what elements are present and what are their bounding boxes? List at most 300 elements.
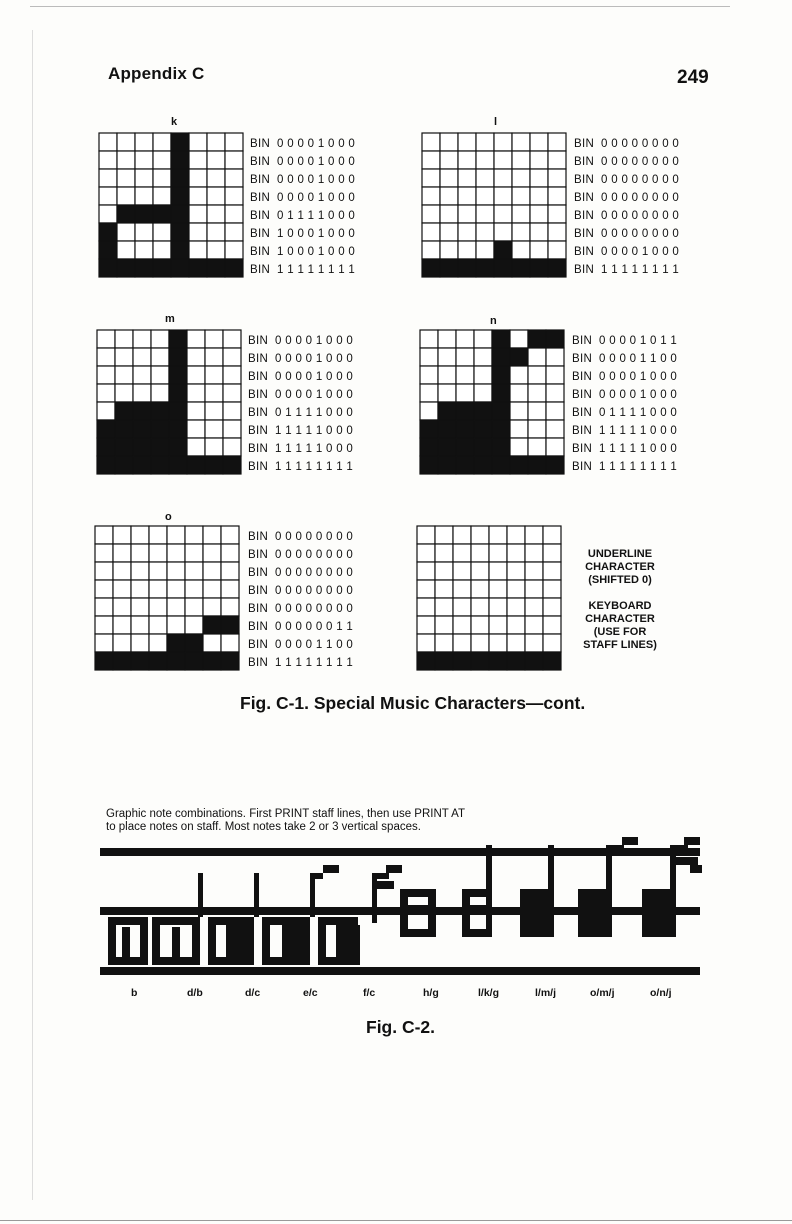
pixel-off [510,420,528,438]
binary-row: BIN 0 0 0 0 1 0 0 0 [248,389,354,401]
binary-values [248,332,353,476]
pixel-on [422,259,440,277]
pixel-off [113,562,131,580]
pixel-off [203,562,221,580]
pixel-on [528,330,546,348]
note-label: h/g [423,987,439,999]
pixel-off [417,526,435,544]
binary-values [574,135,679,279]
pixel-off [489,580,507,598]
pixel-off [95,598,113,616]
binary-row: BIN 0 1 1 1 1 0 0 0 [250,210,356,222]
pixel-off [510,402,528,420]
pixel-off [167,562,185,580]
pixel-off [205,402,223,420]
pixel-off [435,526,453,544]
pixel-off [205,420,223,438]
pixel-off [185,616,203,634]
pixel-off [494,151,512,169]
pixel-off [167,580,185,598]
pixel-off [223,348,241,366]
pixel-off [135,133,153,151]
underline-line-1: UNDERLINE [587,548,653,560]
pixel-on [203,652,221,670]
pixel-off [151,384,169,402]
binary-row: BIN 0 0 0 0 1 0 0 0 [250,138,356,150]
binary-row: BIN 0 0 0 0 1 0 1 1 [572,335,678,347]
pixel-on [471,652,489,670]
note-label: f/c [363,987,376,999]
pixel-off [422,187,440,205]
pixel-off [207,187,225,205]
pixel-off [440,223,458,241]
pixel-off [131,598,149,616]
pixel-off [456,366,474,384]
pixel-off [476,241,494,259]
pixel-off [149,634,167,652]
binary-values [572,332,677,476]
pixel-on [510,456,528,474]
pixel-off [133,348,151,366]
pixel-off [435,544,453,562]
pixel-off [205,438,223,456]
binary-row: BIN 0 0 0 0 1 0 0 0 [572,371,678,383]
note-label: b [131,987,138,999]
pixel-off [440,205,458,223]
pixel-off [153,151,171,169]
pixel-on [149,652,167,670]
pixel-off [471,598,489,616]
pixel-off [131,634,149,652]
pixel-off [133,384,151,402]
pixel-off [95,562,113,580]
pixel-off [530,151,548,169]
pixel-off [153,187,171,205]
pixel-off [548,187,566,205]
pixel-off [187,366,205,384]
pixel-on [474,402,492,420]
pixel-off [117,223,135,241]
pixel-on [438,402,456,420]
pixel-off [417,562,435,580]
pixel-on [221,652,239,670]
pixel-on [169,348,187,366]
pixel-off [153,169,171,187]
pixel-off [420,330,438,348]
pixel-off [438,348,456,366]
pixel-off [543,544,561,562]
pixel-off [489,562,507,580]
pixel-off [115,366,133,384]
figure2-intro [106,808,536,834]
pixel-off [205,330,223,348]
pixel-off [456,348,474,366]
pixel-off [99,187,117,205]
pixel-on [492,456,510,474]
binary-row: BIN 0 0 0 0 0 0 0 0 [248,603,354,615]
glyph-grid [421,132,571,280]
pixel-off [113,598,131,616]
pixel-off [510,330,528,348]
pixel-off [223,420,241,438]
pixel-on [189,259,207,277]
pixel-on [225,259,243,277]
pixel-on [97,456,115,474]
pixel-on [133,402,151,420]
pixel-off [205,384,223,402]
pixel-on [492,348,510,366]
pixel-off [471,634,489,652]
pixel-off [225,205,243,223]
binary-row: BIN 0 0 0 0 0 0 0 0 [574,174,680,186]
note-label: d/b [187,987,203,999]
pixel-off [149,544,167,562]
pixel-off [185,598,203,616]
pixel-off [203,526,221,544]
pixel-off [97,402,115,420]
pixel-off [494,223,512,241]
pixel-off [113,580,131,598]
pixel-off [207,151,225,169]
pixel-off [453,562,471,580]
pixel-off [167,544,185,562]
pixel-off [97,366,115,384]
pixel-off [512,223,530,241]
pixel-off [417,616,435,634]
pixel-off [510,366,528,384]
pixel-off [471,544,489,562]
pixel-on [223,456,241,474]
pixel-off [185,526,203,544]
pixel-off [205,366,223,384]
note-label: o/n/j [650,987,672,999]
pixel-on [115,456,133,474]
pixel-off [207,169,225,187]
pixel-off [546,402,564,420]
pixel-off [131,562,149,580]
binary-row: BIN 1 0 0 0 1 0 0 0 [250,246,356,258]
pixel-off [422,151,440,169]
pixel-off [458,223,476,241]
pixel-on [97,438,115,456]
pixel-off [458,169,476,187]
pixel-off [131,616,149,634]
pixel-off [489,598,507,616]
pixel-on [492,384,510,402]
pixel-off [99,205,117,223]
pixel-off [474,366,492,384]
note-l-m-j [520,845,554,937]
pixel-on [169,330,187,348]
pixel-off [225,151,243,169]
pixel-off [135,223,153,241]
pixel-off [189,205,207,223]
pixel-off [512,241,530,259]
pixel-off [203,598,221,616]
pixel-on [453,652,471,670]
pixel-off [438,366,456,384]
pixel-off [149,616,167,634]
binary-row: BIN 0 0 0 0 1 0 0 0 [248,371,354,383]
pixel-off [546,348,564,366]
pixel-on [492,330,510,348]
pixel-off [185,562,203,580]
binary-row: BIN 1 1 1 1 1 1 1 1 [248,461,354,473]
glyph-label: n [490,315,497,327]
pixel-on [171,223,189,241]
pixel-off [543,526,561,544]
pixel-on [458,259,476,277]
pixel-off [507,634,525,652]
pixel-off [474,348,492,366]
pixel-off [474,384,492,402]
pixel-on [546,330,564,348]
pixel-off [525,616,543,634]
pixel-off [530,205,548,223]
pixel-off [189,151,207,169]
pixel-off [476,133,494,151]
pixel-off [530,241,548,259]
note-label: l/m/j [535,987,557,999]
note-h-g [400,889,436,937]
pixel-off [189,133,207,151]
pixel-off [507,598,525,616]
pixel-on [171,133,189,151]
pixel-on [171,151,189,169]
pixel-off [440,169,458,187]
pixel-off [153,133,171,151]
pixel-off [471,526,489,544]
pixel-off [187,348,205,366]
pixel-off [440,241,458,259]
pixel-off [167,616,185,634]
pixel-off [548,151,566,169]
pixel-on [185,634,203,652]
pixel-off [528,366,546,384]
pixel-off [546,438,564,456]
underline-line-3: (SHIFTED 0) [588,574,652,586]
pixel-on [456,438,474,456]
pixel-on [115,402,133,420]
pixel-off [95,526,113,544]
pixel-off [458,151,476,169]
binary-row: BIN 0 1 1 1 1 0 0 0 [248,407,354,419]
pixel-off [113,544,131,562]
pixel-on [115,420,133,438]
pixel-off [99,169,117,187]
pixel-off [221,544,239,562]
page-number: 249 [677,67,709,88]
binary-row: BIN 1 1 1 1 1 0 0 0 [248,425,354,437]
pixel-off [512,169,530,187]
pixel-on [420,456,438,474]
bottom-rule [0,1220,792,1221]
pixel-off [203,634,221,652]
pixel-on [546,456,564,474]
binary-values [250,135,355,279]
pixel-off [438,384,456,402]
binary-row: BIN 0 0 0 0 0 0 0 0 [574,228,680,240]
pixel-off [135,241,153,259]
pixel-on [492,420,510,438]
pixel-off [99,151,117,169]
pixel-off [189,241,207,259]
pixel-off [453,598,471,616]
pixel-on [171,259,189,277]
pixel-on [417,652,435,670]
pixel-off [543,616,561,634]
pixel-off [546,366,564,384]
binary-row: BIN 0 0 0 0 1 0 0 0 [250,174,356,186]
pixel-off [117,133,135,151]
keyboard-line-4: STAFF LINES) [583,639,657,651]
pixel-off [458,241,476,259]
pixel-off [113,526,131,544]
pixel-off [189,223,207,241]
section-title: Appendix C [108,64,205,83]
pixel-off [507,616,525,634]
pixel-off [512,133,530,151]
pixel-off [223,438,241,456]
pixel-off [151,348,169,366]
pixel-on [548,259,566,277]
pixel-off [543,598,561,616]
glyph-label: m [165,313,175,325]
pixel-on [151,402,169,420]
pixel-off [543,580,561,598]
pixel-off [476,205,494,223]
pixel-off [417,634,435,652]
pixel-off [507,562,525,580]
pixel-on [528,456,546,474]
pixel-off [187,330,205,348]
pixel-on [420,438,438,456]
pixel-off [115,330,133,348]
pixel-on [115,438,133,456]
pixel-off [225,223,243,241]
pixel-off [189,169,207,187]
binary-row: BIN 0 0 0 0 0 0 0 0 [248,567,354,579]
pixel-on [167,634,185,652]
pixel-off [510,384,528,402]
pixel-off [528,384,546,402]
binary-row: BIN 0 0 0 0 0 0 0 0 [574,156,680,168]
pixel-off [476,151,494,169]
binary-row: BIN 1 1 1 1 1 1 1 1 [248,657,354,669]
binary-row: BIN 1 1 1 1 1 0 0 0 [572,443,678,455]
pixel-off [548,169,566,187]
pixel-off [203,544,221,562]
pixel-off [95,544,113,562]
pixel-on [438,420,456,438]
pixel-off [153,223,171,241]
pixel-off [225,241,243,259]
pixel-off [471,562,489,580]
pixel-on [169,456,187,474]
binary-row: BIN 0 0 0 0 0 0 1 1 [248,621,354,633]
pixel-off [438,330,456,348]
keyboard-line-1: KEYBOARD [588,600,652,612]
glyph-label: o [165,511,172,523]
glyph-grid [419,329,569,477]
pixel-on [507,652,525,670]
pixel-off [133,366,151,384]
note-combination-staff [96,835,708,980]
binary-row: BIN 0 0 0 0 0 0 0 0 [574,138,680,150]
pixel-off [422,205,440,223]
pixel-off [207,205,225,223]
pixel-on [117,205,135,223]
pixel-off [117,151,135,169]
note-d-c [208,873,259,965]
pixel-on [153,259,171,277]
pixel-off [530,223,548,241]
pixel-off [453,580,471,598]
pixel-off [512,151,530,169]
pixel-off [207,223,225,241]
glyph-label: k [171,116,178,128]
pixel-on [135,205,153,223]
pixel-off [510,438,528,456]
pixel-on [456,402,474,420]
pixel-off [187,402,205,420]
pixel-on [95,652,113,670]
pixel-off [489,526,507,544]
pixel-off [189,187,207,205]
note-d-b [152,873,203,965]
pixel-off [95,580,113,598]
pixel-off [131,580,149,598]
pixel-off [474,330,492,348]
pixel-off [530,133,548,151]
pixel-off [530,169,548,187]
pixel-off [97,348,115,366]
pixel-off [512,205,530,223]
pixel-off [420,402,438,420]
pixel-off [456,330,474,348]
pixel-off [205,348,223,366]
pixel-on [435,652,453,670]
pixel-off [99,133,117,151]
pixel-off [131,526,149,544]
pixel-off [440,133,458,151]
pixel-off [528,402,546,420]
pixel-off [435,616,453,634]
pixel-off [207,133,225,151]
pixel-off [221,634,239,652]
binary-row: BIN 0 0 0 0 1 0 0 0 [248,335,354,347]
glyph-grid [94,525,244,673]
pixel-off [512,187,530,205]
pixel-off [117,187,135,205]
pixel-on [494,259,512,277]
pixel-on [169,366,187,384]
pixel-off [458,205,476,223]
pixel-on [171,205,189,223]
pixel-off [525,544,543,562]
pixel-off [489,616,507,634]
pixel-off [221,526,239,544]
pixel-on [131,652,149,670]
pixel-on [167,652,185,670]
pixel-off [113,634,131,652]
binary-row: BIN 1 1 1 1 1 1 1 1 [574,264,680,276]
pixel-off [185,544,203,562]
pixel-on [171,187,189,205]
pixel-off [476,223,494,241]
pixel-off [420,348,438,366]
pixel-off [225,187,243,205]
